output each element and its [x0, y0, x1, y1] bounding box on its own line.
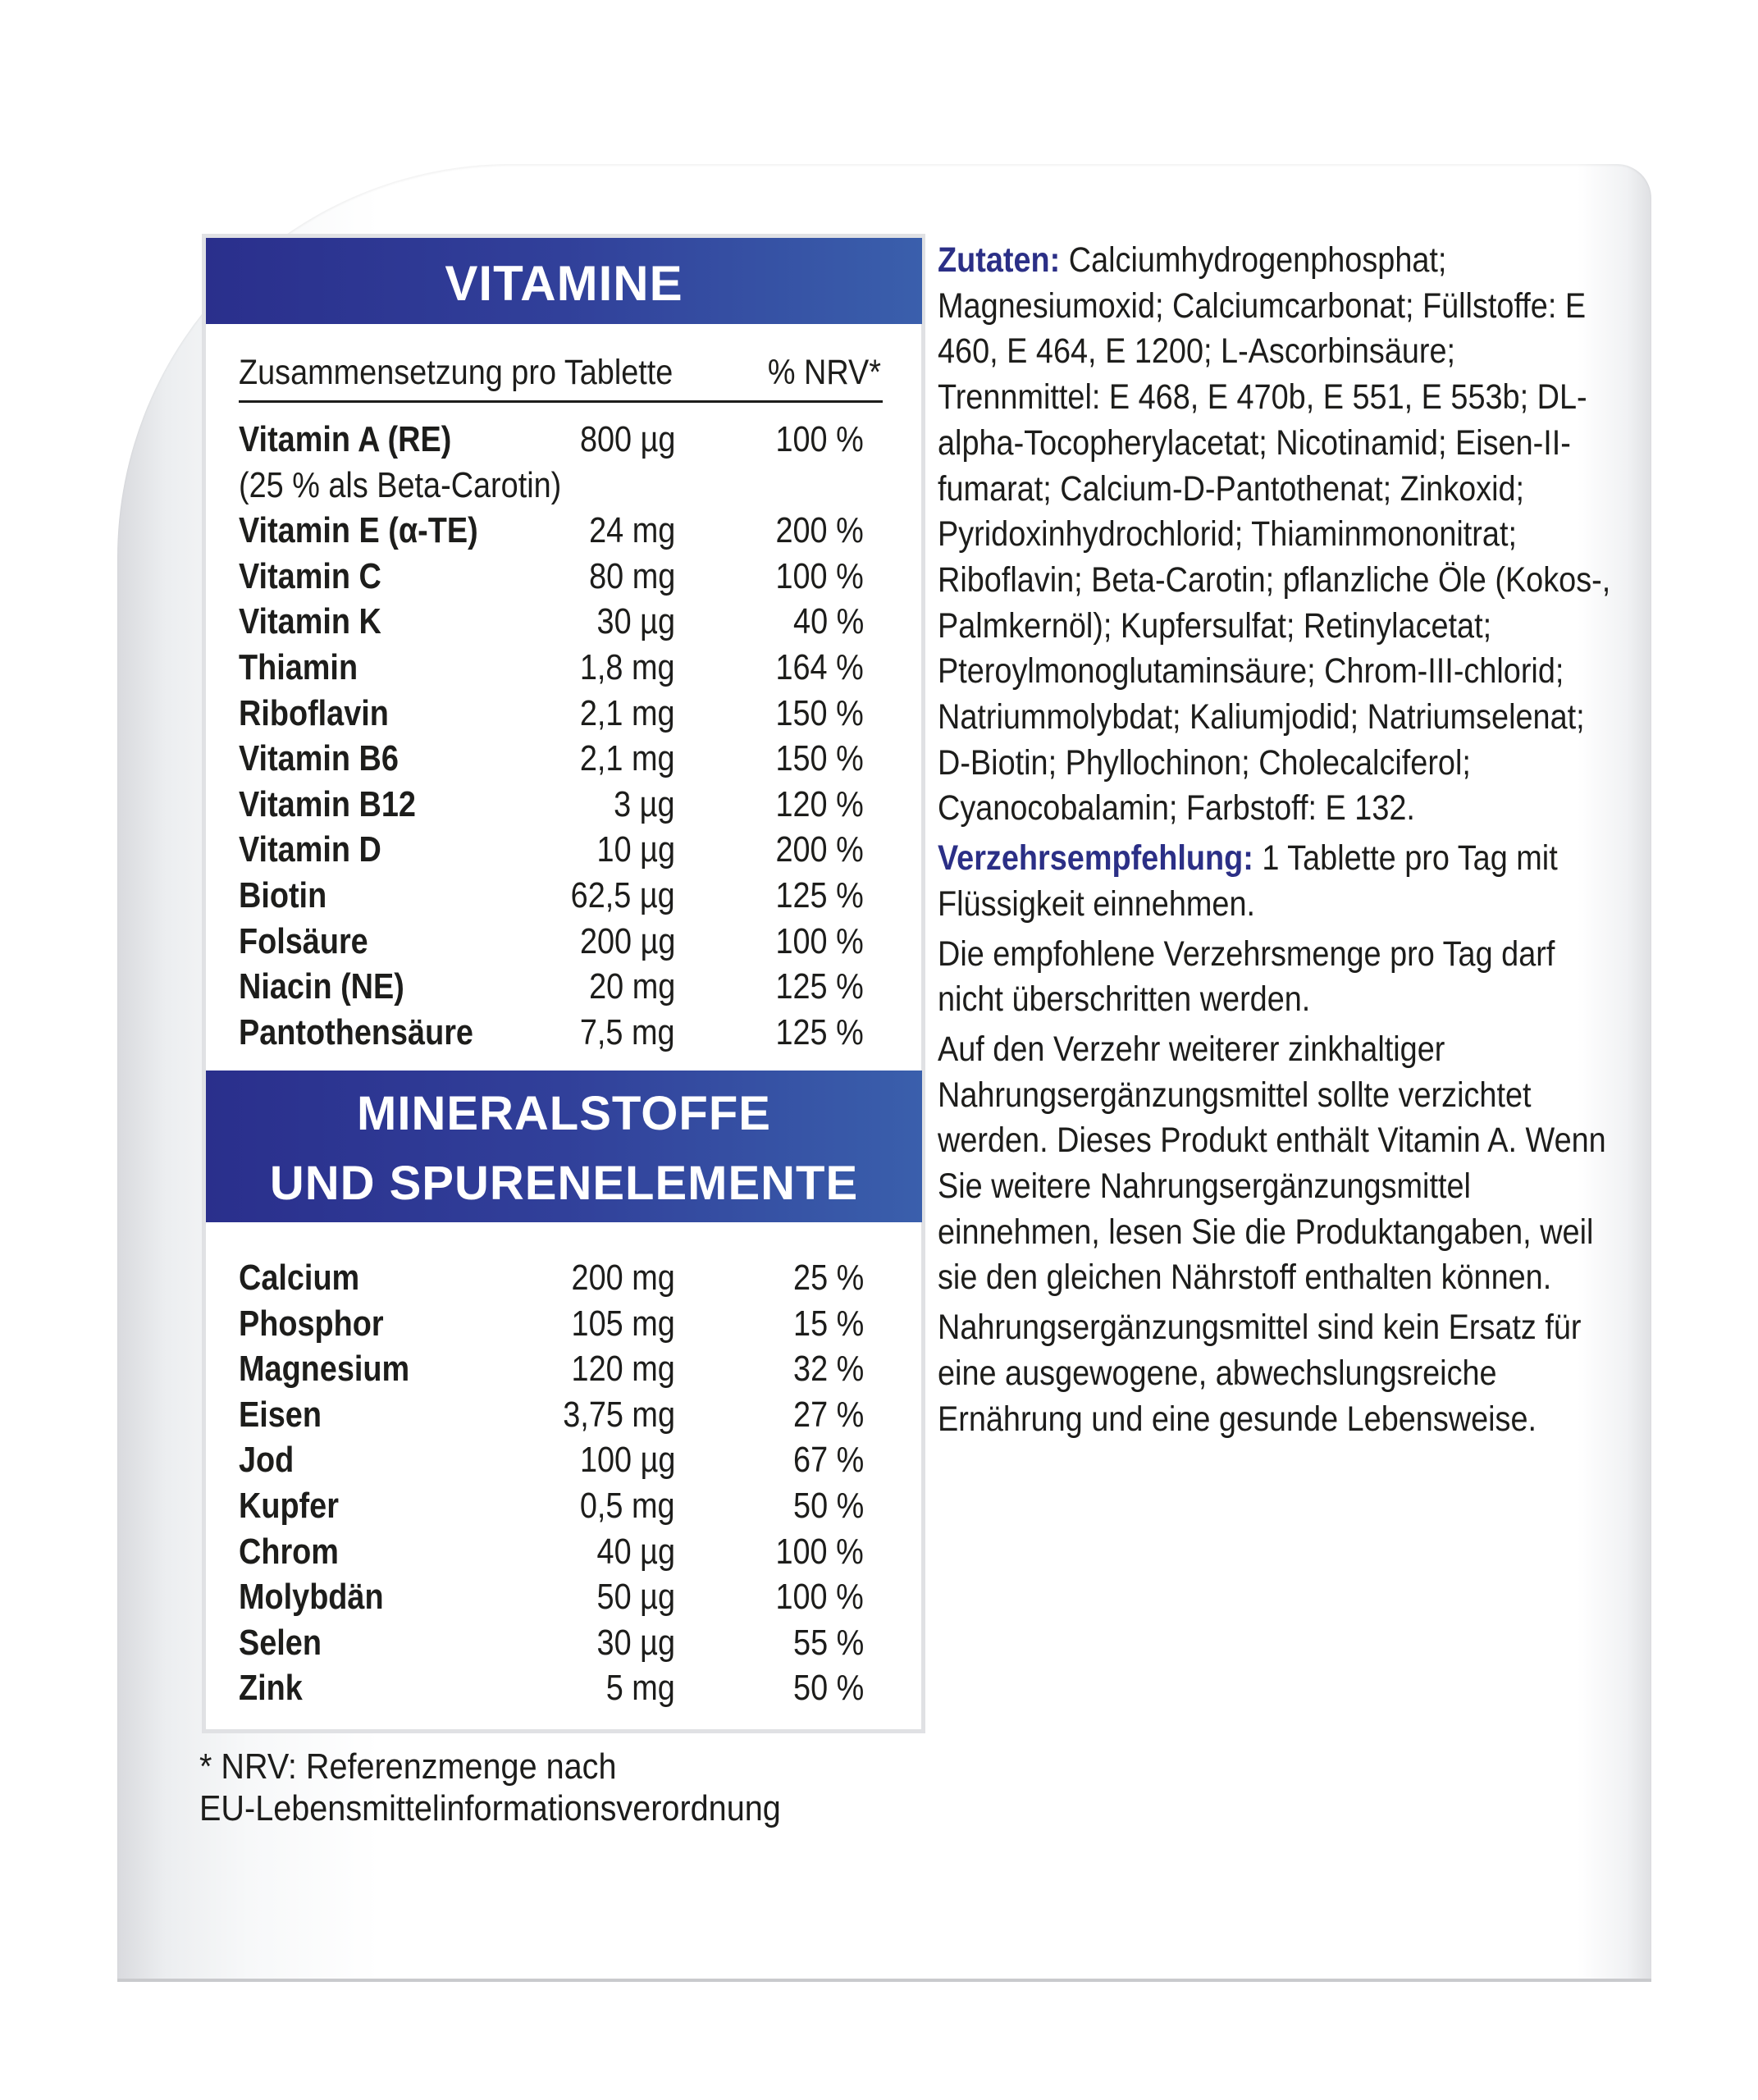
nutrient-nrv: 200 % — [775, 829, 864, 870]
nutrient-name: Folsäure — [239, 920, 368, 961]
nutrient-amount: 3,75 mg — [563, 1394, 675, 1435]
nutrient-amount: 10 µg — [596, 829, 675, 870]
nutrient-name: Riboflavin — [239, 692, 389, 733]
table-row — [239, 827, 879, 873]
nutrient-nrv: 50 % — [792, 1668, 864, 1709]
nutrient-name: Kupfer — [239, 1485, 339, 1526]
nutrient-name: Thiamin — [239, 646, 358, 687]
column-composition: Zusammensetzung pro Tablette — [239, 353, 674, 392]
nutrient-name: Vitamin C — [239, 555, 381, 596]
nutrient-amount: 120 mg — [571, 1349, 675, 1390]
nutrient-nrv: 125 % — [775, 966, 864, 1007]
ingredients-label: Zutaten: — [938, 240, 1061, 280]
minerals-title-line2: UND SPURENELEMENTE — [269, 1157, 859, 1210]
nutrient-amount: 40 µg — [596, 1531, 675, 1572]
nutrient-amount: 105 mg — [571, 1303, 675, 1344]
nutrient-amount: 3 µg — [614, 783, 675, 824]
table-row — [239, 1392, 879, 1438]
table-row-note — [239, 463, 879, 509]
nutrient-nrv: 150 % — [775, 738, 864, 779]
nutrient-amount: 24 mg — [588, 510, 675, 551]
nutrient-name: Vitamin B12 — [239, 783, 416, 824]
nutrient-nrv: 25 % — [792, 1258, 864, 1298]
minerals-rows — [239, 1255, 879, 1711]
nutrient-amount: 30 µg — [596, 1622, 675, 1663]
nutrient-amount: 20 mg — [588, 966, 675, 1007]
vitamins-column-header — [239, 351, 883, 403]
footnote-line2: EU-Lebensmittelinformationsverordnung — [199, 1788, 781, 1828]
warning-paragraph — [938, 1027, 1619, 1301]
minerals-title-line1: MINERALSTOFFE — [357, 1087, 771, 1140]
recommendation-label: Verzehrsempfehlung: — [938, 838, 1253, 879]
nutrient-nrv: 40 % — [792, 601, 864, 642]
table-row — [239, 599, 879, 645]
table-row — [239, 1255, 879, 1301]
table-row — [239, 1620, 879, 1666]
nutrient-amount: 62,5 µg — [570, 874, 675, 915]
product-information-text — [938, 238, 1619, 1446]
nutrient-nrv: 15 % — [792, 1303, 864, 1344]
nutrient-name: Biotin — [239, 874, 327, 915]
table-row — [239, 1301, 879, 1347]
vitamins-header: VITAMINE — [206, 238, 922, 324]
nutrient-amount: 30 µg — [596, 601, 675, 642]
nutrient-amount: 0,5 mg — [580, 1485, 675, 1526]
nutrient-nrv: 55 % — [792, 1622, 864, 1663]
ingredients-text: Calciumhydrogenphosphat; Magnesiumoxid; Calciumcarbonat; Füllstoffe: E 460, E 464, E 1200; L-Ascorbinsäure; Trennmittel: E 468, E 470b, E 551, E 553b; DL-alpha-Tocopherylacetat; Nicotinamid; Eisen-II-fumarat; Calcium-D-Pantothenat; Zinkoxid; Pyridoxinhydrochlorid; Thiaminmononitrat; Riboflavin; Beta-Carotin; pflanzliche Öle (Kokos-, Palmkernöl); Kupfersulfat; Retinylacetat; Pteroylmonoglutaminsäure; Chrom-III-chlorid; Natriummolybdat; Kaliumjodid; Natriumselenat; D-Biotin; Phyllochinon; Cholecalciferol; Cyanocobalamin; Farbstoff: E 132. — [938, 240, 1611, 829]
nutrient-nrv: 164 % — [775, 646, 864, 687]
warning-text: Nahrungsergänzungsmittel sind kein Ersatz für eine ausgewogene, abwechslungsreiche Ernährung und eine gesunde Lebensweise. — [938, 1308, 1582, 1439]
vitamins-rows — [239, 417, 879, 1055]
recommendation-text: 1 Tablette pro Tag mit Flüssigkeit einnehmen. — [938, 838, 1558, 924]
table-row — [239, 1665, 879, 1711]
nutrient-nrv: 200 % — [775, 510, 864, 551]
table-row — [239, 919, 879, 965]
nutrient-amount: 2,1 mg — [580, 692, 675, 733]
nutrient-nrv: 100 % — [775, 1577, 864, 1618]
nutrient-amount: 5 mg — [605, 1668, 675, 1709]
table-row — [239, 554, 879, 600]
nutrient-name: Vitamin K — [239, 601, 381, 642]
nutrient-nrv: 100 % — [775, 555, 864, 596]
nutrient-name: Vitamin A (RE) — [239, 419, 452, 459]
nutrient-amount: 80 mg — [588, 555, 675, 596]
nutrient-amount: 800 µg — [579, 419, 675, 459]
ingredients-paragraph — [938, 238, 1619, 832]
nutrient-amount: 200 µg — [579, 920, 675, 961]
table-row — [239, 691, 879, 737]
recommendation-paragraph — [938, 836, 1619, 927]
nutrient-name: Selen — [239, 1622, 322, 1663]
table-row — [239, 873, 879, 919]
nutrition-table-panel — [202, 234, 925, 1733]
table-row — [239, 645, 879, 691]
warning-paragraph — [938, 1305, 1619, 1442]
nutrient-name: Vitamin B6 — [239, 738, 399, 779]
nutrient-name: Magnesium — [239, 1349, 410, 1390]
nutrient-name: Phosphor — [239, 1303, 384, 1344]
nutrient-nrv: 50 % — [792, 1485, 864, 1526]
nutrient-name: Vitamin E (α-TE) — [239, 510, 478, 551]
nutrient-nrv: 150 % — [775, 692, 864, 733]
nutrient-name: Jod — [239, 1440, 295, 1481]
table-row — [239, 1437, 879, 1483]
nutrient-amount: 50 µg — [596, 1577, 675, 1618]
nutrient-amount: 1,8 mg — [580, 646, 675, 687]
table-row — [239, 1010, 879, 1056]
table-row — [239, 417, 879, 463]
warning-paragraph — [938, 932, 1619, 1023]
nutrient-amount: 2,1 mg — [580, 738, 675, 779]
column-nrv: % NRV* — [767, 353, 881, 392]
nutrient-name: Chrom — [239, 1531, 339, 1572]
table-row — [239, 1529, 879, 1575]
nrv-footnote — [199, 1746, 846, 1829]
nutrient-name: Niacin (NE) — [239, 966, 404, 1007]
minerals-header — [206, 1071, 922, 1222]
warning-text: Die empfohlene Verzehrsmenge pro Tag darf nicht überschritten werden. — [938, 934, 1555, 1020]
nutrient-name: Zink — [239, 1668, 303, 1709]
table-row — [239, 782, 879, 828]
nutrient-name: Calcium — [239, 1258, 360, 1298]
nutrient-nrv: 32 % — [792, 1349, 864, 1390]
warning-text: Auf den Verzehr weiterer zinkhaltiger Nahrungsergänzungsmittel sollte verzichtet werden. Dieses Produkt enthält Vitamin A. Wenn Sie weitere Nahrungsergänzungsmittel einnehmen, lesen Sie die Produktangaben, weil sie den gleichen Nährstoff enthalten können. — [938, 1029, 1606, 1298]
nutrient-amount: 100 µg — [579, 1440, 675, 1481]
nutrient-nrv: 125 % — [775, 874, 864, 915]
package-edge — [117, 1979, 1651, 1982]
nutrient-name: Eisen — [239, 1394, 322, 1435]
nutrient-name: Pantothensäure — [239, 1011, 473, 1052]
nutrient-nrv: 100 % — [775, 419, 864, 459]
table-row — [239, 1346, 879, 1392]
nutrient-amount: 200 mg — [571, 1258, 675, 1298]
nutrient-name: Vitamin D — [239, 829, 381, 870]
nutrient-nrv: 67 % — [792, 1440, 864, 1481]
table-row — [239, 508, 879, 554]
table-row — [239, 1483, 879, 1529]
table-row — [239, 1574, 879, 1620]
nutrient-nrv: 27 % — [792, 1394, 864, 1435]
nutrient-nrv: 100 % — [775, 1531, 864, 1572]
nutrient-nrv: 120 % — [775, 783, 864, 824]
table-row — [239, 736, 879, 782]
table-row — [239, 964, 879, 1010]
nutrient-name: Molybdän — [239, 1577, 384, 1618]
vitamin-a-note: (25 % als Beta-Carotin) — [239, 464, 562, 505]
nutrient-amount: 7,5 mg — [580, 1011, 675, 1052]
nutrient-nrv: 125 % — [775, 1011, 864, 1052]
footnote-line1: * NRV: Referenzmenge nach — [199, 1746, 617, 1787]
nutrient-nrv: 100 % — [775, 920, 864, 961]
